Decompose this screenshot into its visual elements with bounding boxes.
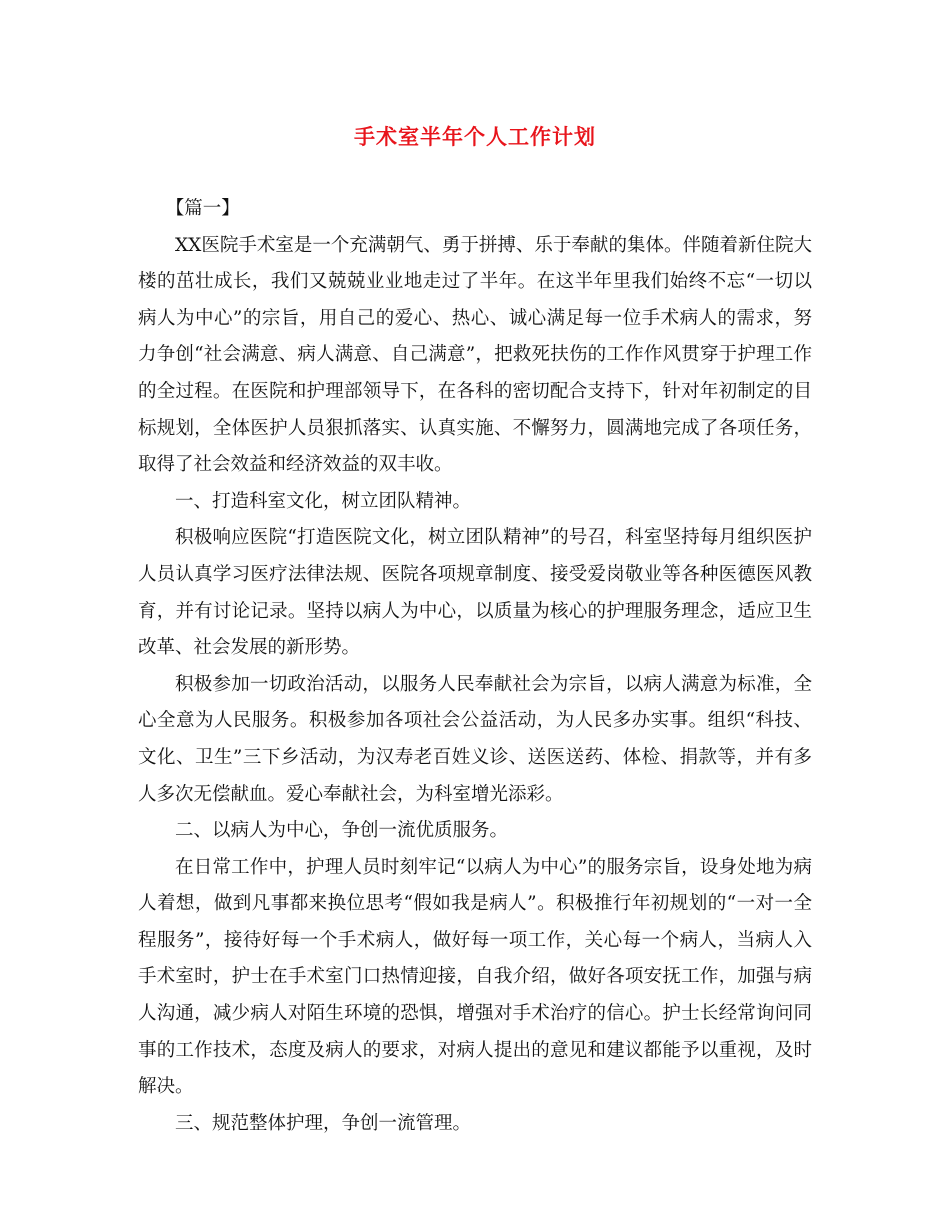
section-heading: 三、规范整体护理，争创一流管理。 [175,1112,472,1134]
document-title: 手术室半年个人工作计划 [354,124,596,149]
section-heading: 二、以病人为中心，争创一流优质服务。 [175,820,509,842]
body-paragraph: 积极参加一切政治活动，以服务人民奉献社会为宗旨，以病人满意为标准，全心全意为人民服务。积极参加各项社会公益活动，为人民多办实事。组织“科技、文化、卫生”三下乡活动，为汉寿老百姓义诊、送医送药、体检、捐款等，并有多人多次无偿献血。爱心奉献社会，为科室增光添彩。 [138,673,812,805]
section-heading: 一、打造科室文化，树立团队精神。 [175,490,472,512]
body-paragraph: XX医院手术室是一个充满朝气、勇于拼搏、乐于奉献的集体。伴随着新住院大楼的茁壮成长，我们又兢兢业业地走过了半年。在这半年里我们始终不忘“一切以病人为中心”的宗旨，用自己的爱心、热心、诚心满足每一位手术病人的需求，努力争创“社会满意、病人满意、自己满意”，把救死扶伤的工作作风贯穿于护理工作的全过程。在医院和护理部领导下，在各科的密切配合支持下，针对年初制定的目标规划，全体医护人员狠抓落实、认真实施、不懈努力，圆满地完成了各项任务，取得了社会效益和经济效益的双丰收。 [138,234,812,476]
body-paragraph: 积极响应医院“打造医院文化，树立团队精神”的号召，科室坚持每月组织医护人员认真学习医疗法律法规、医院各项规章制度、接受爱岗敬业等各种医德医风教育，并有讨论记录。坚持以病人为中心，以质量为核心的护理服务理念，适应卫生改革、社会发展的新形势。 [138,527,812,659]
body-paragraph: 在日常工作中，护理人员时刻牢记“以病人为中心”的服务宗旨，设身处地为病人着想，做到凡事都来换位思考“假如我是病人”。积极推行年初规划的“一对一全程服务”，接待好每一个手术病人，做好每一项工作，关心每一个病人，当病人入手术室时，护士在手术室门口热情迎接，自我介绍，做好各项安抚工作，加强与病人沟通，减少病人对陌生环境的恐惧，增强对手术治疗的信心。护士长经常询问同事的工作技术，态度及病人的要求，对病人提出的意见和建议都能予以重视，及时解决。 [138,856,812,1098]
document-body [138,191,812,1142]
section-label: 【篇一】 [165,198,240,219]
